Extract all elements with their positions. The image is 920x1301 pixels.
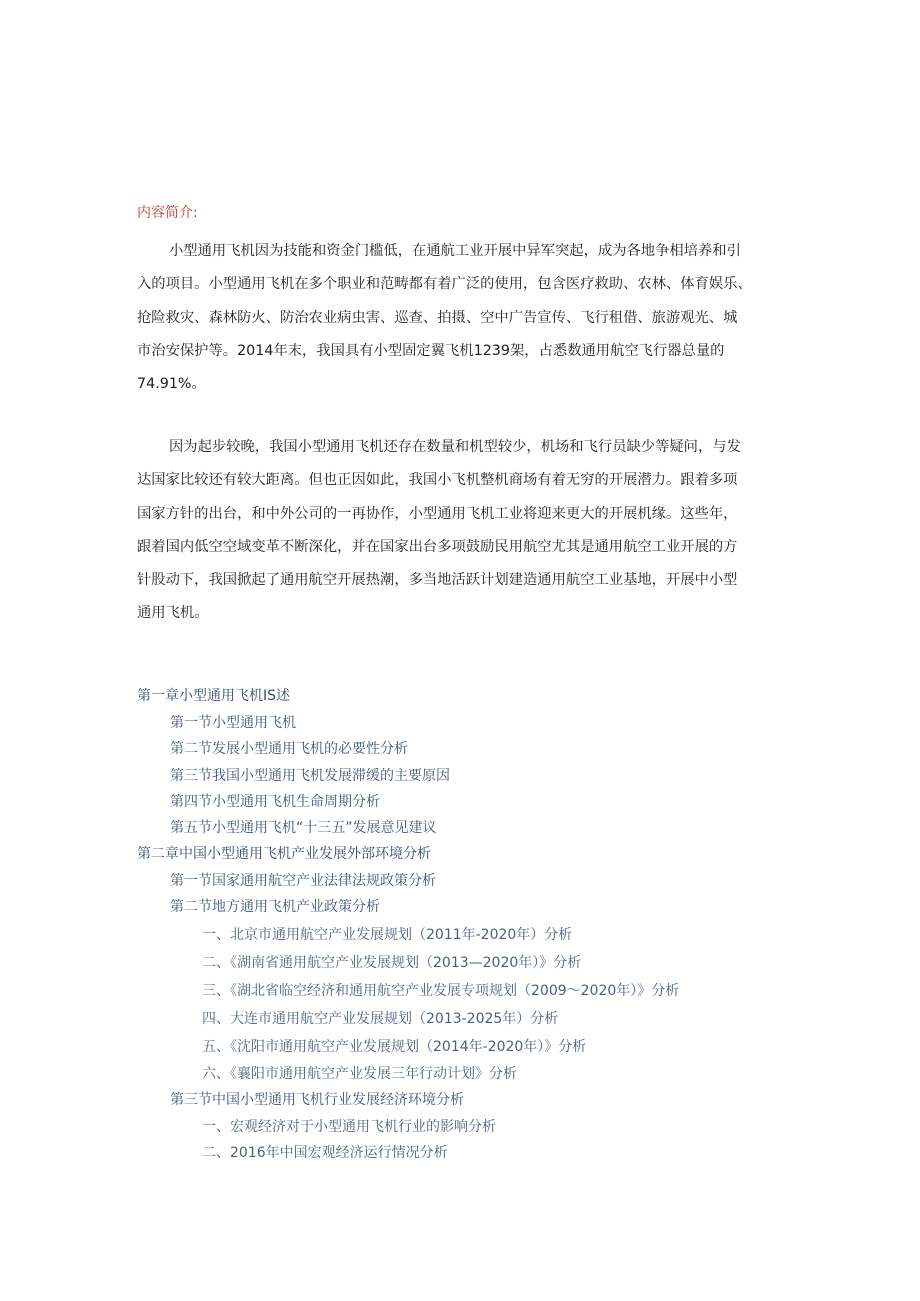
toc-subsection: 一、宏观经济对于小型通用飞机行业的影响分析	[202, 1119, 496, 1135]
paragraph-line: 国家方针的出台，和中外公司的一再协作，小型通用飞机工业将迎来更大的开展机缘。这些年，	[137, 505, 738, 522]
toc-subsection: 二、2016年中国宏观经济运行情况分析	[202, 1145, 448, 1161]
toc-section: 第二节地方通用飞机产业政策分析	[170, 899, 380, 915]
toc-section: 第三节中国小型通用飞机行业发展经济环境分析	[170, 1092, 464, 1108]
paragraph-line: 达国家比较还有较大距离。但也正因如此，我国小飞机整机商场有着无穷的开展潜力。跟着多项	[137, 472, 738, 489]
toc-subsection: 二、《湖南省通用航空产业发展规划（2013—2020年）》分析	[202, 955, 582, 971]
paragraph-line: 因为起步较晚，我国小型通用飞机还存在数量和机型较少，机场和飞行员缺少等疑问，与发	[169, 439, 741, 455]
toc-chapter: 第二章中国小型通用飞机产业发展外部环境分析	[137, 846, 431, 862]
paragraph-line: 市治安保护等。2014年末，我国具有小型固定翼飞机1239架，占悉数通用航空飞行器总量的	[137, 342, 725, 359]
intro-paragraph-2	[137, 431, 789, 631]
toc-subsection: 一、北京市通用航空产业发展规划（2011年-2020年）分析	[202, 927, 573, 943]
toc-subsection: 五、《沈阳市通用航空产业发展规划（2014年-2020年）》分析	[202, 1039, 587, 1055]
intro-paragraph-1	[137, 235, 789, 401]
toc-section: 第四节小型通用飞机生命周期分析	[170, 794, 380, 810]
paragraph-line: 入的项目。小型通用飞机在多个职业和范畴都有着广泛的使用，包含医疗救助、农林、体育娱乐、	[137, 276, 752, 293]
toc-section: 第五节小型通用飞机“十三五”发展意见建议	[170, 820, 437, 836]
paragraph-line: 抢险救灾、森林防火、防治农业病虫害、巡查、拍摄、空中广告宣传、飞行租借、旅游观光、城	[137, 309, 738, 326]
toc-subsection: 六、《襄阳市通用航空产业发展三年行动计划》分析	[202, 1066, 517, 1082]
toc-subsection: 四、大连市通用航空产业发展规划（2013-2025年）分析	[202, 1011, 559, 1027]
toc-chapter: 第一章小型通用飞机IS述	[137, 688, 291, 704]
paragraph-line: 针股动下，我国掀起了通用航空开展热潮，多当地活跃计划建造通用航空工业基地，开展中小型	[137, 572, 738, 589]
toc-section: 第三节我国小型通用飞机发展滞缓的主要原因	[170, 768, 450, 784]
toc-subsection: 三、《湖北省临空经济和通用航空产业发展专项规划（2009〜2020年）》分析	[202, 983, 680, 999]
paragraph-line: 通用飞机。	[137, 605, 209, 622]
toc-section: 第一节小型通用飞机	[170, 715, 296, 731]
paragraph-line: 小型通用飞机因为技能和资金门槛低，在通航工业开展中异军突起，成为各地争相培养和引	[169, 243, 741, 259]
intro-label: 内容简介:	[137, 205, 198, 221]
toc-section: 第一节国家通用航空产业法律法规政策分析	[170, 873, 436, 889]
paragraph-line: 跟着国内低空空域变革不断深化，并在国家出台多项鼓励民用航空尤其是通用航空工业开展的方	[137, 538, 738, 555]
paragraph-line: 74.91%。	[137, 376, 206, 393]
toc-section: 第二节发展小型通用飞机的必要性分析	[170, 741, 408, 757]
